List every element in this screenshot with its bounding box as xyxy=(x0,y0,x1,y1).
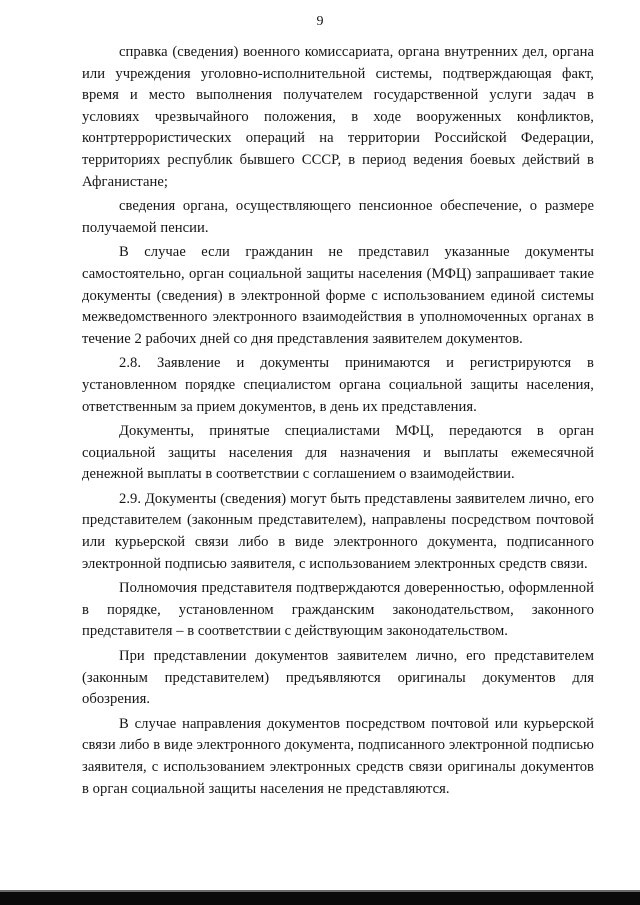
paragraph-pension-info: сведения органа, осуществляющего пенсионное обеспечение, о размере получаемой пенсии. xyxy=(82,198,594,236)
paragraph-representative-powers: Полномочия представителя подтверждаются доверенностью, оформленной в порядке, установленном гражданским законодательством, законного представителя – в соответствии с действующим законодательством. xyxy=(82,580,594,640)
paragraph-interagency-request: В случае если гражданин не представил указанные документы самостоятельно, орган социальной защиты населения (МФЦ) запрашивает такие документы (сведения) в электронной форме с использованием единой системы межведомственного электронного взаимодействия в уполномоченных органах в течение 2 рабочих дней со дня представления заявителем документов. xyxy=(82,244,594,347)
paragraph-originals-not-submitted: В случае направления документов посредством почтовой или курьерской связи либо в виде электронного документа, подписанного электронной подписью заявителя, с использованием электронных средств связи оригиналы документов в орган социальной защиты населения не представляются. xyxy=(82,715,594,797)
scan-bottom-border xyxy=(0,892,640,905)
paragraph-mfc-transfer: Документы, принятые специалистами МФЦ, передаются в орган социальной защиты населения для назначения и выплаты ежемесячной денежной выплаты в соответствии с соглашением о взаимодействии. xyxy=(82,423,594,483)
page-number: 9 xyxy=(316,14,324,29)
paragraph-2-8-registration: 2.8. Заявление и документы принимаются и регистрируются в установленном порядке специалистом органа социальной защиты населения, ответственным за прием документов, в день их представления. xyxy=(82,355,594,415)
document-body xyxy=(82,42,594,800)
paragraph-certificate-military: справка (сведения) военного комиссариата, органа внутренних дел, органа или учреждения уголовно-исполнительной системы, подтверждающая факт, время и место выполнения получателем государственной услуги задач в условиях чрезвычайного положения, в ходе вооруженных конфликтов, контртеррористических операций на территории Российской Федерации, территориях республик бывшего СССР, в период ведения боевых действий в Афганистане; xyxy=(82,44,594,190)
paragraph-originals-presented: При представлении документов заявителем лично, его представителем (законным представителем) предъявляются оригиналы документов для обозрения. xyxy=(82,648,594,708)
paragraph-2-9-submission: 2.9. Документы (сведения) могут быть представлены заявителем лично, его представителем (законным представителем), направлены посредством почтовой или курьерской связи либо в виде электронного документа, подписанного электронной подписью заявителя, с использованием электронных средств связи. xyxy=(82,490,594,572)
